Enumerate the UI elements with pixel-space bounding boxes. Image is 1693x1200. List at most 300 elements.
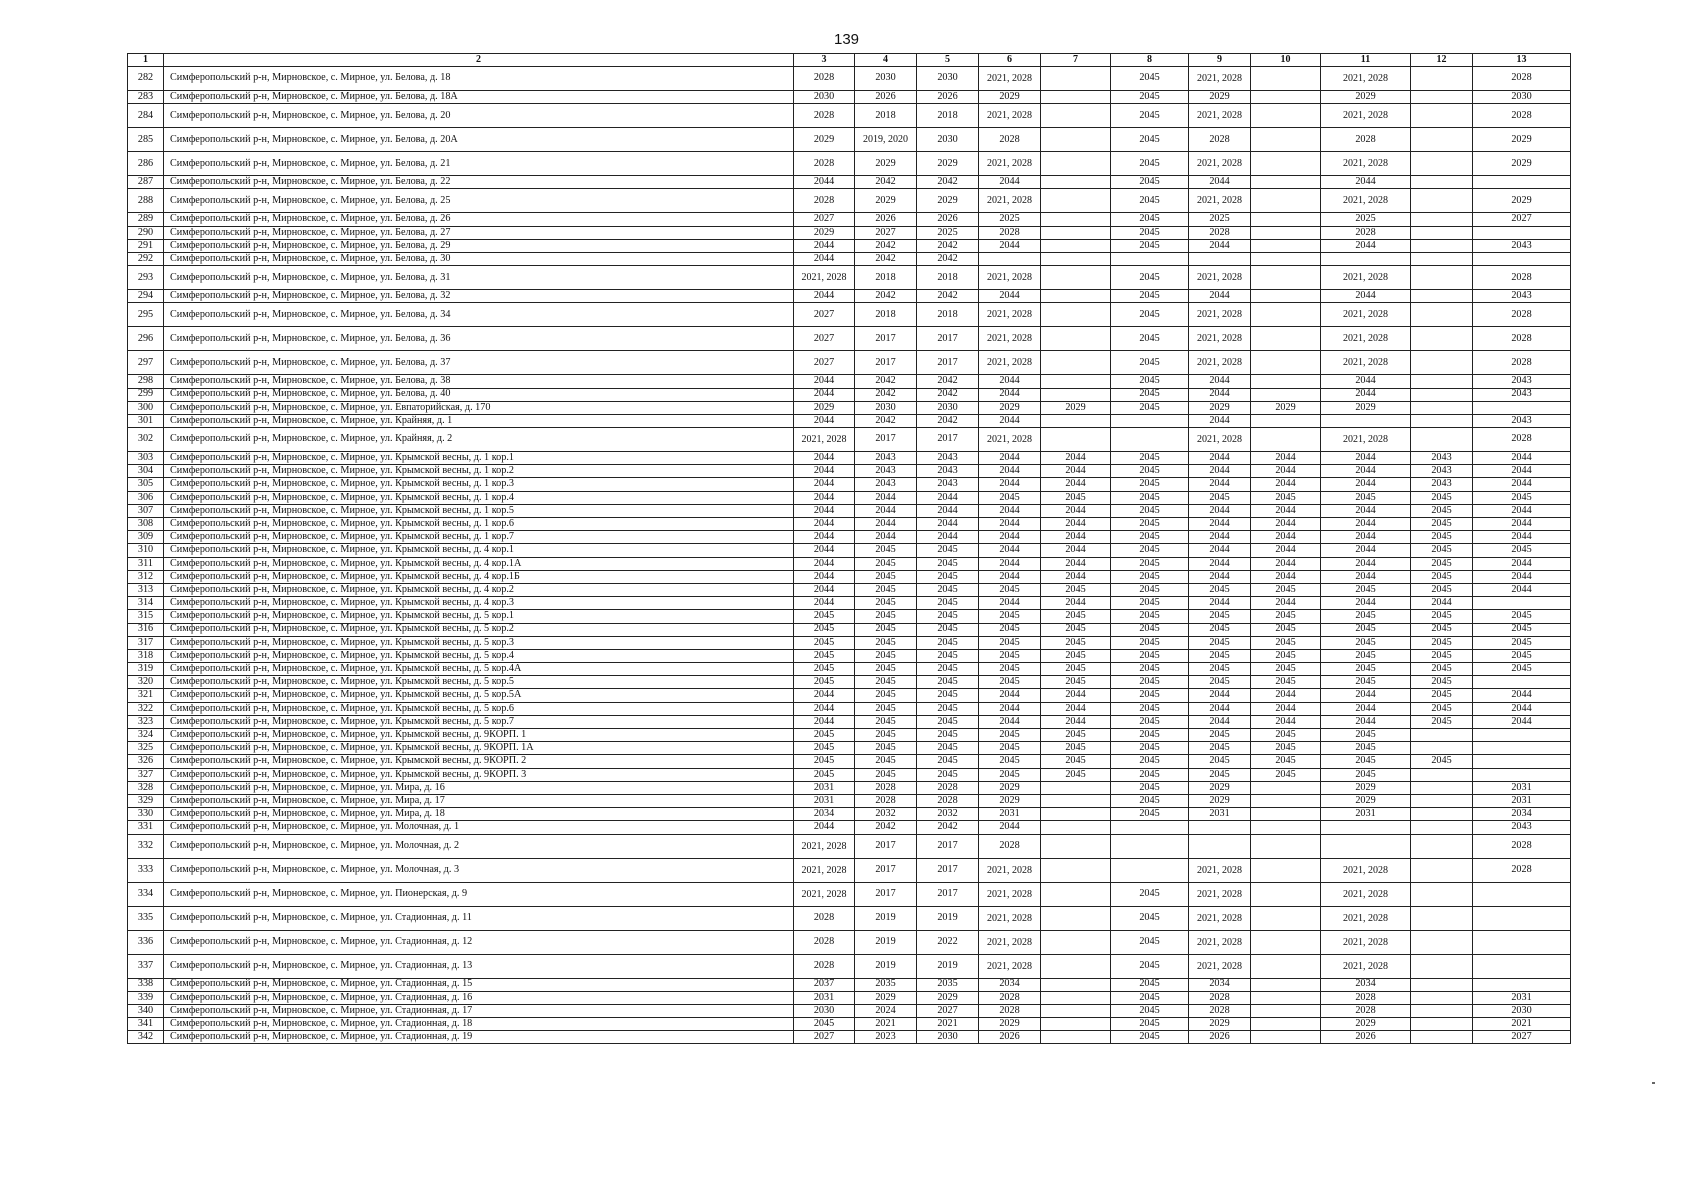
year-cell-col-4: 2019: [855, 930, 917, 954]
year-cell-col-6: 2021, 2028: [979, 930, 1041, 954]
year-cell-col-3: 2044: [794, 715, 855, 728]
year-cell-col-5: 2044: [917, 491, 979, 504]
year-cell-col-9: 2045: [1189, 663, 1251, 676]
row-number-cell: 323: [128, 715, 164, 728]
year-cell-col-11: 2045: [1321, 636, 1411, 649]
year-cell-col-3: 2029: [794, 226, 855, 239]
address-cell: Симферопольский р-н, Мирновское, с. Мирное, ул. Крымской весны, д. 5 кор.4: [164, 649, 794, 662]
year-cell-col-6: 2029: [979, 1018, 1041, 1031]
year-cell-col-13: 2027: [1473, 213, 1571, 226]
year-cell-col-5: 2045: [917, 583, 979, 596]
row-number-cell: 322: [128, 702, 164, 715]
year-cell-col-8: 2045: [1111, 375, 1189, 388]
table-row: [128, 152, 1571, 176]
row-number-cell: 299: [128, 388, 164, 401]
year-cell-col-10: [1251, 954, 1321, 978]
year-cell-col-8: 2045: [1111, 452, 1189, 465]
year-cell-col-6: 2025: [979, 213, 1041, 226]
year-cell-col-3: 2037: [794, 978, 855, 991]
address-cell: Симферопольский р-н, Мирновское, с. Мирное, ул. Крымской весны, д. 9КОРП. 1А: [164, 742, 794, 755]
row-number-cell: 291: [128, 239, 164, 252]
year-cell-col-8: 2045: [1111, 906, 1189, 930]
address-cell: Симферопольский р-н, Мирновское, с. Мирное, ул. Молочная, д. 1: [164, 821, 794, 834]
year-cell-col-10: [1251, 1018, 1321, 1031]
year-cell-col-3: 2031: [794, 794, 855, 807]
year-cell-col-5: 2042: [917, 388, 979, 401]
year-cell-col-10: 2044: [1251, 452, 1321, 465]
year-cell-col-13: 2028: [1473, 858, 1571, 882]
year-cell-col-9: 2044: [1189, 465, 1251, 478]
year-cell-col-9: 2021, 2028: [1189, 303, 1251, 327]
year-cell-col-12: 2043: [1411, 478, 1473, 491]
table-row: [128, 742, 1571, 755]
year-cell-col-4: 2045: [855, 702, 917, 715]
year-cell-col-4: 2019: [855, 906, 917, 930]
year-cell-col-7: [1041, 176, 1111, 189]
year-cell-col-11: 2044: [1321, 689, 1411, 702]
year-cell-col-8: 2045: [1111, 729, 1189, 742]
year-cell-col-6: 2045: [979, 729, 1041, 742]
row-number-cell: 319: [128, 663, 164, 676]
year-cell-col-3: 2044: [794, 290, 855, 303]
year-cell-col-6: 2044: [979, 504, 1041, 517]
year-cell-col-5: 2042: [917, 239, 979, 252]
year-cell-col-10: [1251, 882, 1321, 906]
year-cell-col-13: 2045: [1473, 623, 1571, 636]
year-cell-col-13: 2028: [1473, 834, 1571, 858]
row-number-cell: 295: [128, 303, 164, 327]
row-number-cell: 330: [128, 808, 164, 821]
year-cell-col-3: 2044: [794, 597, 855, 610]
year-cell-col-9: 2044: [1189, 689, 1251, 702]
year-cell-col-5: 2045: [917, 663, 979, 676]
row-number-cell: 284: [128, 104, 164, 128]
year-cell-col-8: 2045: [1111, 930, 1189, 954]
year-cell-col-13: 2031: [1473, 794, 1571, 807]
year-cell-col-7: [1041, 954, 1111, 978]
year-cell-col-13: 2028: [1473, 303, 1571, 327]
year-cell-col-6: 2045: [979, 636, 1041, 649]
year-cell-col-3: 2044: [794, 176, 855, 189]
year-cell-col-9: 2028: [1189, 128, 1251, 152]
year-cell-col-4: 2045: [855, 623, 917, 636]
year-cell-col-7: [1041, 906, 1111, 930]
row-number-cell: 294: [128, 290, 164, 303]
year-cell-col-8: 2045: [1111, 570, 1189, 583]
year-cell-col-5: 2044: [917, 518, 979, 531]
year-cell-col-8: 2045: [1111, 663, 1189, 676]
year-cell-col-6: 2045: [979, 755, 1041, 768]
year-cell-col-10: [1251, 290, 1321, 303]
year-cell-col-6: 2044: [979, 689, 1041, 702]
year-cell-col-12: [1411, 401, 1473, 414]
column-header-4: 4: [855, 54, 917, 67]
year-cell-col-4: 2029: [855, 189, 917, 213]
row-number-cell: 305: [128, 478, 164, 491]
year-cell-col-12: 2043: [1411, 452, 1473, 465]
year-cell-col-5: 2030: [917, 1031, 979, 1044]
year-cell-col-10: [1251, 991, 1321, 1004]
address-cell: Симферопольский р-н, Мирновское, с. Мирное, ул. Крымской весны, д. 4 кор.1Б: [164, 570, 794, 583]
year-cell-col-7: [1041, 266, 1111, 290]
year-cell-col-11: 2044: [1321, 531, 1411, 544]
year-cell-col-6: 2045: [979, 676, 1041, 689]
year-cell-col-8: 2045: [1111, 954, 1189, 978]
year-cell-col-11: 2044: [1321, 518, 1411, 531]
row-number-cell: 332: [128, 834, 164, 858]
address-cell: Симферопольский р-н, Мирновское, с. Мирное, ул. Стадионная, д. 18: [164, 1018, 794, 1031]
year-cell-col-7: [1041, 213, 1111, 226]
row-number-cell: 313: [128, 583, 164, 596]
year-cell-col-8: 2045: [1111, 327, 1189, 351]
year-cell-col-12: [1411, 351, 1473, 375]
year-cell-col-13: 2043: [1473, 290, 1571, 303]
year-cell-col-10: [1251, 930, 1321, 954]
year-cell-col-3: 2031: [794, 991, 855, 1004]
year-cell-col-13: [1473, 252, 1571, 265]
year-cell-col-5: 2045: [917, 702, 979, 715]
year-cell-col-8: 2045: [1111, 518, 1189, 531]
year-cell-col-10: 2045: [1251, 663, 1321, 676]
year-cell-col-9: 2021, 2028: [1189, 351, 1251, 375]
table-row: [128, 636, 1571, 649]
year-cell-col-9: 2045: [1189, 676, 1251, 689]
year-cell-col-4: 2042: [855, 414, 917, 427]
year-cell-col-13: 2044: [1473, 583, 1571, 596]
year-cell-col-3: 2044: [794, 452, 855, 465]
year-cell-col-8: 2045: [1111, 649, 1189, 662]
year-cell-col-10: [1251, 834, 1321, 858]
year-cell-col-13: 2028: [1473, 67, 1571, 91]
year-cell-col-13: [1473, 930, 1571, 954]
year-cell-col-5: 2045: [917, 729, 979, 742]
year-cell-col-10: [1251, 266, 1321, 290]
row-number-cell: 312: [128, 570, 164, 583]
year-cell-col-12: [1411, 290, 1473, 303]
row-number-cell: 320: [128, 676, 164, 689]
year-cell-col-7: 2044: [1041, 689, 1111, 702]
year-cell-col-13: 2044: [1473, 518, 1571, 531]
year-cell-col-13: 2044: [1473, 504, 1571, 517]
year-cell-col-4: 2023: [855, 1031, 917, 1044]
year-cell-col-9: 2021, 2028: [1189, 104, 1251, 128]
year-cell-col-6: 2021, 2028: [979, 266, 1041, 290]
year-cell-col-11: 2045: [1321, 623, 1411, 636]
year-cell-col-13: 2044: [1473, 702, 1571, 715]
year-cell-col-10: [1251, 176, 1321, 189]
table-row: [128, 583, 1571, 596]
year-cell-col-12: 2044: [1411, 597, 1473, 610]
row-number-cell: 333: [128, 858, 164, 882]
year-cell-col-4: 2026: [855, 91, 917, 104]
year-cell-col-11: 2021, 2028: [1321, 189, 1411, 213]
year-cell-col-9: [1189, 834, 1251, 858]
year-cell-col-9: 2021, 2028: [1189, 189, 1251, 213]
year-cell-col-6: 2044: [979, 239, 1041, 252]
year-cell-col-3: 2021, 2028: [794, 858, 855, 882]
year-cell-col-13: [1473, 755, 1571, 768]
row-number-cell: 300: [128, 401, 164, 414]
row-number-cell: 309: [128, 531, 164, 544]
table-row: [128, 649, 1571, 662]
year-cell-col-12: 2045: [1411, 557, 1473, 570]
table-row: [128, 755, 1571, 768]
year-cell-col-7: [1041, 226, 1111, 239]
address-cell: Симферопольский р-н, Мирновское, с. Мирное, ул. Крымской весны, д. 4 кор.1А: [164, 557, 794, 570]
year-cell-col-10: 2044: [1251, 715, 1321, 728]
year-cell-col-7: [1041, 808, 1111, 821]
address-cell: Симферопольский р-н, Мирновское, с. Мирное, ул. Молочная, д. 3: [164, 858, 794, 882]
year-cell-col-9: 2029: [1189, 401, 1251, 414]
year-cell-col-11: 2044: [1321, 478, 1411, 491]
year-cell-col-9: 2025: [1189, 213, 1251, 226]
year-cell-col-8: 2045: [1111, 557, 1189, 570]
row-number-cell: 287: [128, 176, 164, 189]
year-cell-col-4: 2042: [855, 176, 917, 189]
year-cell-col-9: 2044: [1189, 478, 1251, 491]
year-cell-col-4: 2045: [855, 755, 917, 768]
column-header-13: 13: [1473, 54, 1571, 67]
year-cell-col-5: 2028: [917, 781, 979, 794]
year-cell-col-11: 2044: [1321, 239, 1411, 252]
address-cell: Симферопольский р-н, Мирновское, с. Мирное, ул. Мира, д. 16: [164, 781, 794, 794]
year-cell-col-4: 2042: [855, 388, 917, 401]
year-cell-col-7: [1041, 821, 1111, 834]
year-cell-col-6: 2044: [979, 388, 1041, 401]
address-cell: Симферопольский р-н, Мирновское, с. Мирное, ул. Белова, д. 32: [164, 290, 794, 303]
year-cell-col-7: [1041, 327, 1111, 351]
row-number-cell: 318: [128, 649, 164, 662]
table-row: [128, 544, 1571, 557]
year-cell-col-6: 2021, 2028: [979, 906, 1041, 930]
address-cell: Симферопольский р-н, Мирновское, с. Мирное, ул. Белова, д. 27: [164, 226, 794, 239]
address-cell: Симферопольский р-н, Мирновское, с. Мирное, ул. Стадионная, д. 15: [164, 978, 794, 991]
year-cell-col-9: 2045: [1189, 491, 1251, 504]
year-cell-col-9: 2021, 2028: [1189, 906, 1251, 930]
year-cell-col-3: 2027: [794, 213, 855, 226]
table-row: [128, 610, 1571, 623]
table-row: [128, 1004, 1571, 1017]
row-number-cell: 285: [128, 128, 164, 152]
year-cell-col-9: 2034: [1189, 978, 1251, 991]
year-cell-col-3: 2021, 2028: [794, 428, 855, 452]
year-cell-col-6: 2021, 2028: [979, 152, 1041, 176]
row-number-cell: 317: [128, 636, 164, 649]
year-cell-col-6: 2021, 2028: [979, 428, 1041, 452]
year-cell-col-6: 2034: [979, 978, 1041, 991]
row-number-cell: 326: [128, 755, 164, 768]
year-cell-col-12: 2045: [1411, 610, 1473, 623]
address-cell: Симферопольский р-н, Мирновское, с. Мирное, ул. Крымской весны, д. 5 кор.5А: [164, 689, 794, 702]
year-cell-col-12: [1411, 729, 1473, 742]
year-cell-col-6: 2029: [979, 794, 1041, 807]
table-row: [128, 388, 1571, 401]
year-cell-col-9: 2044: [1189, 452, 1251, 465]
year-cell-col-13: [1473, 978, 1571, 991]
year-cell-col-3: 2027: [794, 327, 855, 351]
table-row: [128, 375, 1571, 388]
year-cell-col-8: 2045: [1111, 531, 1189, 544]
year-cell-col-13: 2028: [1473, 351, 1571, 375]
row-number-cell: 293: [128, 266, 164, 290]
year-cell-col-7: [1041, 152, 1111, 176]
year-cell-col-3: 2044: [794, 375, 855, 388]
year-cell-col-12: [1411, 176, 1473, 189]
address-cell: Симферопольский р-н, Мирновское, с. Мирное, ул. Крымской весны, д. 1 кор.5: [164, 504, 794, 517]
year-cell-col-3: 2028: [794, 954, 855, 978]
year-cell-col-10: [1251, 91, 1321, 104]
table-row: [128, 689, 1571, 702]
year-cell-col-7: 2045: [1041, 491, 1111, 504]
year-cell-col-5: 2045: [917, 768, 979, 781]
year-cell-col-11: 2044: [1321, 452, 1411, 465]
year-cell-col-9: 2044: [1189, 544, 1251, 557]
year-cell-col-10: [1251, 388, 1321, 401]
year-cell-col-4: 2019: [855, 954, 917, 978]
year-cell-col-13: [1473, 906, 1571, 930]
year-cell-col-8: 2045: [1111, 794, 1189, 807]
year-cell-col-8: [1111, 414, 1189, 427]
year-cell-col-4: 2045: [855, 663, 917, 676]
address-cell: Симферопольский р-н, Мирновское, с. Мирное, ул. Стадионная, д. 11: [164, 906, 794, 930]
year-cell-col-4: 2026: [855, 213, 917, 226]
year-cell-col-9: 2021, 2028: [1189, 930, 1251, 954]
year-cell-col-10: 2045: [1251, 610, 1321, 623]
year-cell-col-3: 2028: [794, 104, 855, 128]
year-cell-col-10: [1251, 794, 1321, 807]
year-cell-col-4: 2045: [855, 676, 917, 689]
address-cell: Симферопольский р-н, Мирновское, с. Мирное, ул. Крымской весны, д. 5 кор.4А: [164, 663, 794, 676]
address-cell: Симферопольский р-н, Мирновское, с. Мирное, ул. Белова, д. 37: [164, 351, 794, 375]
table-row: [128, 794, 1571, 807]
year-cell-col-3: 2044: [794, 821, 855, 834]
year-cell-col-5: 2025: [917, 226, 979, 239]
year-cell-col-5: 2045: [917, 544, 979, 557]
year-cell-col-12: [1411, 91, 1473, 104]
row-number-cell: 282: [128, 67, 164, 91]
year-cell-col-13: 2044: [1473, 557, 1571, 570]
year-cell-col-6: 2044: [979, 176, 1041, 189]
address-cell: Симферопольский р-н, Мирновское, с. Мирное, ул. Белова, д. 38: [164, 375, 794, 388]
year-cell-col-6: 2044: [979, 597, 1041, 610]
year-cell-col-10: [1251, 428, 1321, 452]
year-cell-col-7: 2044: [1041, 715, 1111, 728]
year-cell-col-5: 2045: [917, 715, 979, 728]
header-row: [128, 54, 1571, 67]
year-cell-col-4: 2045: [855, 636, 917, 649]
table-row: [128, 531, 1571, 544]
year-cell-col-12: [1411, 808, 1473, 821]
year-cell-col-3: 2044: [794, 478, 855, 491]
address-cell: Симферопольский р-н, Мирновское, с. Мирное, ул. Стадионная, д. 13: [164, 954, 794, 978]
row-number-cell: 341: [128, 1018, 164, 1031]
year-cell-col-8: 2045: [1111, 636, 1189, 649]
year-cell-col-9: 2045: [1189, 768, 1251, 781]
year-cell-col-11: 2029: [1321, 1018, 1411, 1031]
table-row: [128, 351, 1571, 375]
year-cell-col-12: 2045: [1411, 544, 1473, 557]
year-cell-col-5: 2043: [917, 465, 979, 478]
address-cell: Симферопольский р-н, Мирновское, с. Мирное, ул. Белова, д. 20А: [164, 128, 794, 152]
year-cell-col-8: 2045: [1111, 742, 1189, 755]
year-cell-col-12: [1411, 742, 1473, 755]
year-cell-col-12: [1411, 428, 1473, 452]
year-cell-col-13: [1473, 401, 1571, 414]
year-cell-col-8: 2045: [1111, 478, 1189, 491]
year-cell-col-7: [1041, 128, 1111, 152]
year-cell-col-12: [1411, 906, 1473, 930]
year-cell-col-10: 2045: [1251, 583, 1321, 596]
year-cell-col-4: 2045: [855, 557, 917, 570]
address-cell: Симферопольский р-н, Мирновское, с. Мирное, ул. Крымской весны, д. 4 кор.2: [164, 583, 794, 596]
year-cell-col-5: 2017: [917, 428, 979, 452]
year-cell-col-3: 2030: [794, 1004, 855, 1017]
year-cell-col-9: 2044: [1189, 557, 1251, 570]
year-cell-col-6: 2045: [979, 742, 1041, 755]
row-number-cell: 337: [128, 954, 164, 978]
year-cell-col-12: [1411, 303, 1473, 327]
year-cell-col-6: 2044: [979, 414, 1041, 427]
year-cell-col-8: 2045: [1111, 226, 1189, 239]
year-cell-col-7: 2044: [1041, 557, 1111, 570]
row-number-cell: 286: [128, 152, 164, 176]
address-cell: Симферопольский р-н, Мирновское, с. Мирное, ул. Крымской весны, д. 9КОРП. 1: [164, 729, 794, 742]
year-cell-col-5: 2026: [917, 91, 979, 104]
year-cell-col-7: [1041, 978, 1111, 991]
year-cell-col-9: [1189, 252, 1251, 265]
table-row: [128, 821, 1571, 834]
year-cell-col-6: 2045: [979, 623, 1041, 636]
year-cell-col-10: 2029: [1251, 401, 1321, 414]
year-cell-col-10: 2045: [1251, 676, 1321, 689]
year-cell-col-11: 2021, 2028: [1321, 152, 1411, 176]
year-cell-col-4: 2045: [855, 610, 917, 623]
year-cell-col-7: 2044: [1041, 597, 1111, 610]
year-cell-col-8: 2045: [1111, 388, 1189, 401]
row-number-cell: 342: [128, 1031, 164, 1044]
year-cell-col-13: 2027: [1473, 1031, 1571, 1044]
year-cell-col-5: 2021: [917, 1018, 979, 1031]
year-cell-col-8: 2045: [1111, 67, 1189, 91]
year-cell-col-9: 2029: [1189, 794, 1251, 807]
table-body: [128, 67, 1571, 1044]
year-cell-col-3: 2045: [794, 676, 855, 689]
year-cell-col-4: 2030: [855, 401, 917, 414]
column-header-10: 10: [1251, 54, 1321, 67]
table-row: [128, 478, 1571, 491]
year-cell-col-8: [1111, 252, 1189, 265]
year-cell-col-7: 2045: [1041, 623, 1111, 636]
year-cell-col-10: 2044: [1251, 557, 1321, 570]
year-cell-col-13: [1473, 226, 1571, 239]
table-row: [128, 808, 1571, 821]
year-cell-col-12: [1411, 104, 1473, 128]
year-cell-col-6: 2044: [979, 570, 1041, 583]
year-cell-col-8: 2045: [1111, 689, 1189, 702]
year-cell-col-3: 2028: [794, 906, 855, 930]
year-cell-col-8: [1111, 428, 1189, 452]
year-cell-col-6: 2028: [979, 226, 1041, 239]
table-row: [128, 954, 1571, 978]
column-header-6: 6: [979, 54, 1041, 67]
year-cell-col-8: 2045: [1111, 401, 1189, 414]
year-cell-col-9: 2044: [1189, 715, 1251, 728]
year-cell-col-13: 2028: [1473, 104, 1571, 128]
year-cell-col-12: 2045: [1411, 583, 1473, 596]
year-cell-col-11: 2044: [1321, 597, 1411, 610]
year-cell-col-9: 2045: [1189, 623, 1251, 636]
year-cell-col-10: [1251, 104, 1321, 128]
